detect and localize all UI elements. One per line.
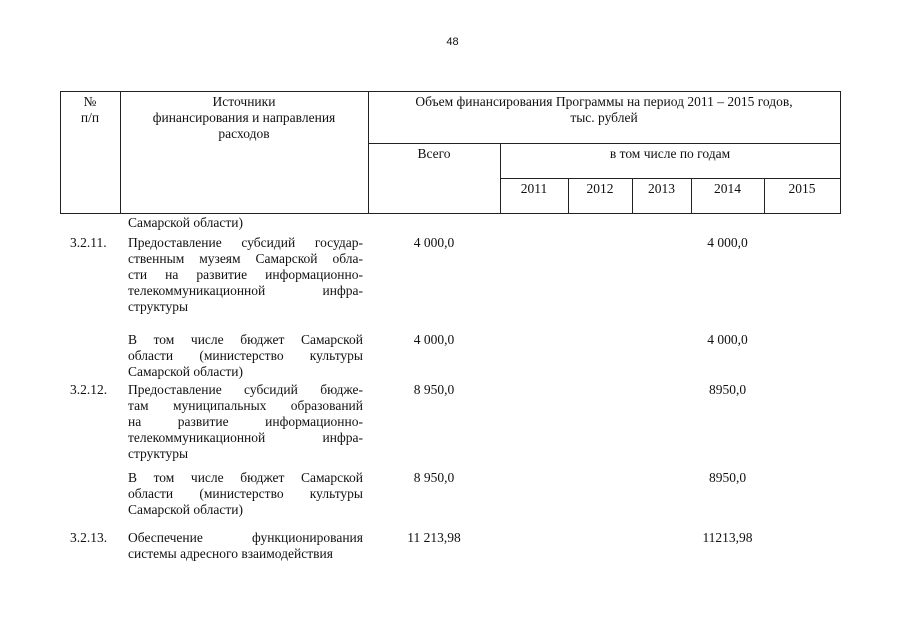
row-desc-line: Самарской области) <box>128 215 244 230</box>
row-2014: 8950,0 <box>708 470 747 485</box>
row-total: 8 950,0 <box>413 470 455 485</box>
header-volume-cell <box>368 94 840 126</box>
row-desc-line: там муниципальных образований <box>128 398 363 413</box>
header-year-2013: 2013 <box>648 181 675 196</box>
table-row <box>128 382 363 462</box>
row-desc-line: структуры <box>128 446 189 461</box>
row-desc-line: Обеспечение функционирования <box>128 530 363 545</box>
row-desc-line: В том числе бюджет Самарской <box>128 332 363 347</box>
table-row <box>128 215 363 231</box>
header-num-line2: п/п <box>80 110 100 125</box>
row-desc-line: телекоммуникационной инфра- <box>128 283 363 298</box>
row-desc-line: области (министерство культуры <box>128 348 363 363</box>
header-year-2011: 2011 <box>520 181 548 196</box>
header-year-2015: 2015 <box>788 181 816 196</box>
row-number: 3.2.12. <box>70 382 108 397</box>
header-source-cell <box>120 94 368 142</box>
row-number: 3.2.13. <box>70 530 108 545</box>
row-desc-line: области (министерство культуры <box>128 486 363 501</box>
header-source-line3: расходов <box>218 126 270 141</box>
header-source-line1: Источники <box>212 94 276 109</box>
row-2014: 4 000,0 <box>707 332 748 347</box>
row-desc-line: сти на развитие информационно- <box>128 267 363 282</box>
row-2014: 4 000,0 <box>707 235 748 250</box>
header-year-2012: 2012 <box>586 181 614 196</box>
row-total: 11 213,98 <box>407 530 461 545</box>
header-source-line2: финансирования и направления <box>152 110 336 125</box>
row-2014: 8950,0 <box>708 382 747 397</box>
header-year-2014: 2014 <box>714 181 741 196</box>
header-volume-line2: тыс. рублей <box>570 110 638 125</box>
row-desc-line: Предоставление субсидий бюдже- <box>128 382 363 397</box>
row-desc-line: В том числе бюджет Самарской <box>128 470 363 485</box>
header-volume-line1: Объем финансирования Программы на период 2011 – 2015 годов, <box>415 94 793 109</box>
row-desc-line: структуры <box>128 299 189 314</box>
row-desc-line: Самарской области) <box>128 502 244 517</box>
row-desc-line: Предоставление субсидий государ- <box>128 235 363 250</box>
header-by-years: в том числе по годам <box>609 146 731 161</box>
row-total: 8 950,0 <box>413 382 455 397</box>
row-desc-line: ственным музеям Самарской обла- <box>128 251 363 266</box>
table-row <box>128 530 363 562</box>
header-total: Всего <box>417 146 451 161</box>
row-total: 4 000,0 <box>413 235 455 250</box>
table-row <box>128 235 363 315</box>
row-desc-line: на развитие информационно- <box>128 414 363 429</box>
row-desc-line: Самарской области) <box>128 364 244 379</box>
header-num-line1: № <box>83 94 97 109</box>
table-row <box>128 470 363 518</box>
row-2014: 11213,98 <box>702 530 753 545</box>
row-desc-line: системы адресного взаимодействия <box>128 546 333 561</box>
row-desc-line: телекоммуникационной инфра- <box>128 430 363 445</box>
page-number: 48 <box>446 36 459 48</box>
row-number: 3.2.11. <box>70 235 107 250</box>
table-row <box>128 332 363 380</box>
row-total: 4 000,0 <box>413 332 455 347</box>
header-num-cell <box>60 94 120 126</box>
